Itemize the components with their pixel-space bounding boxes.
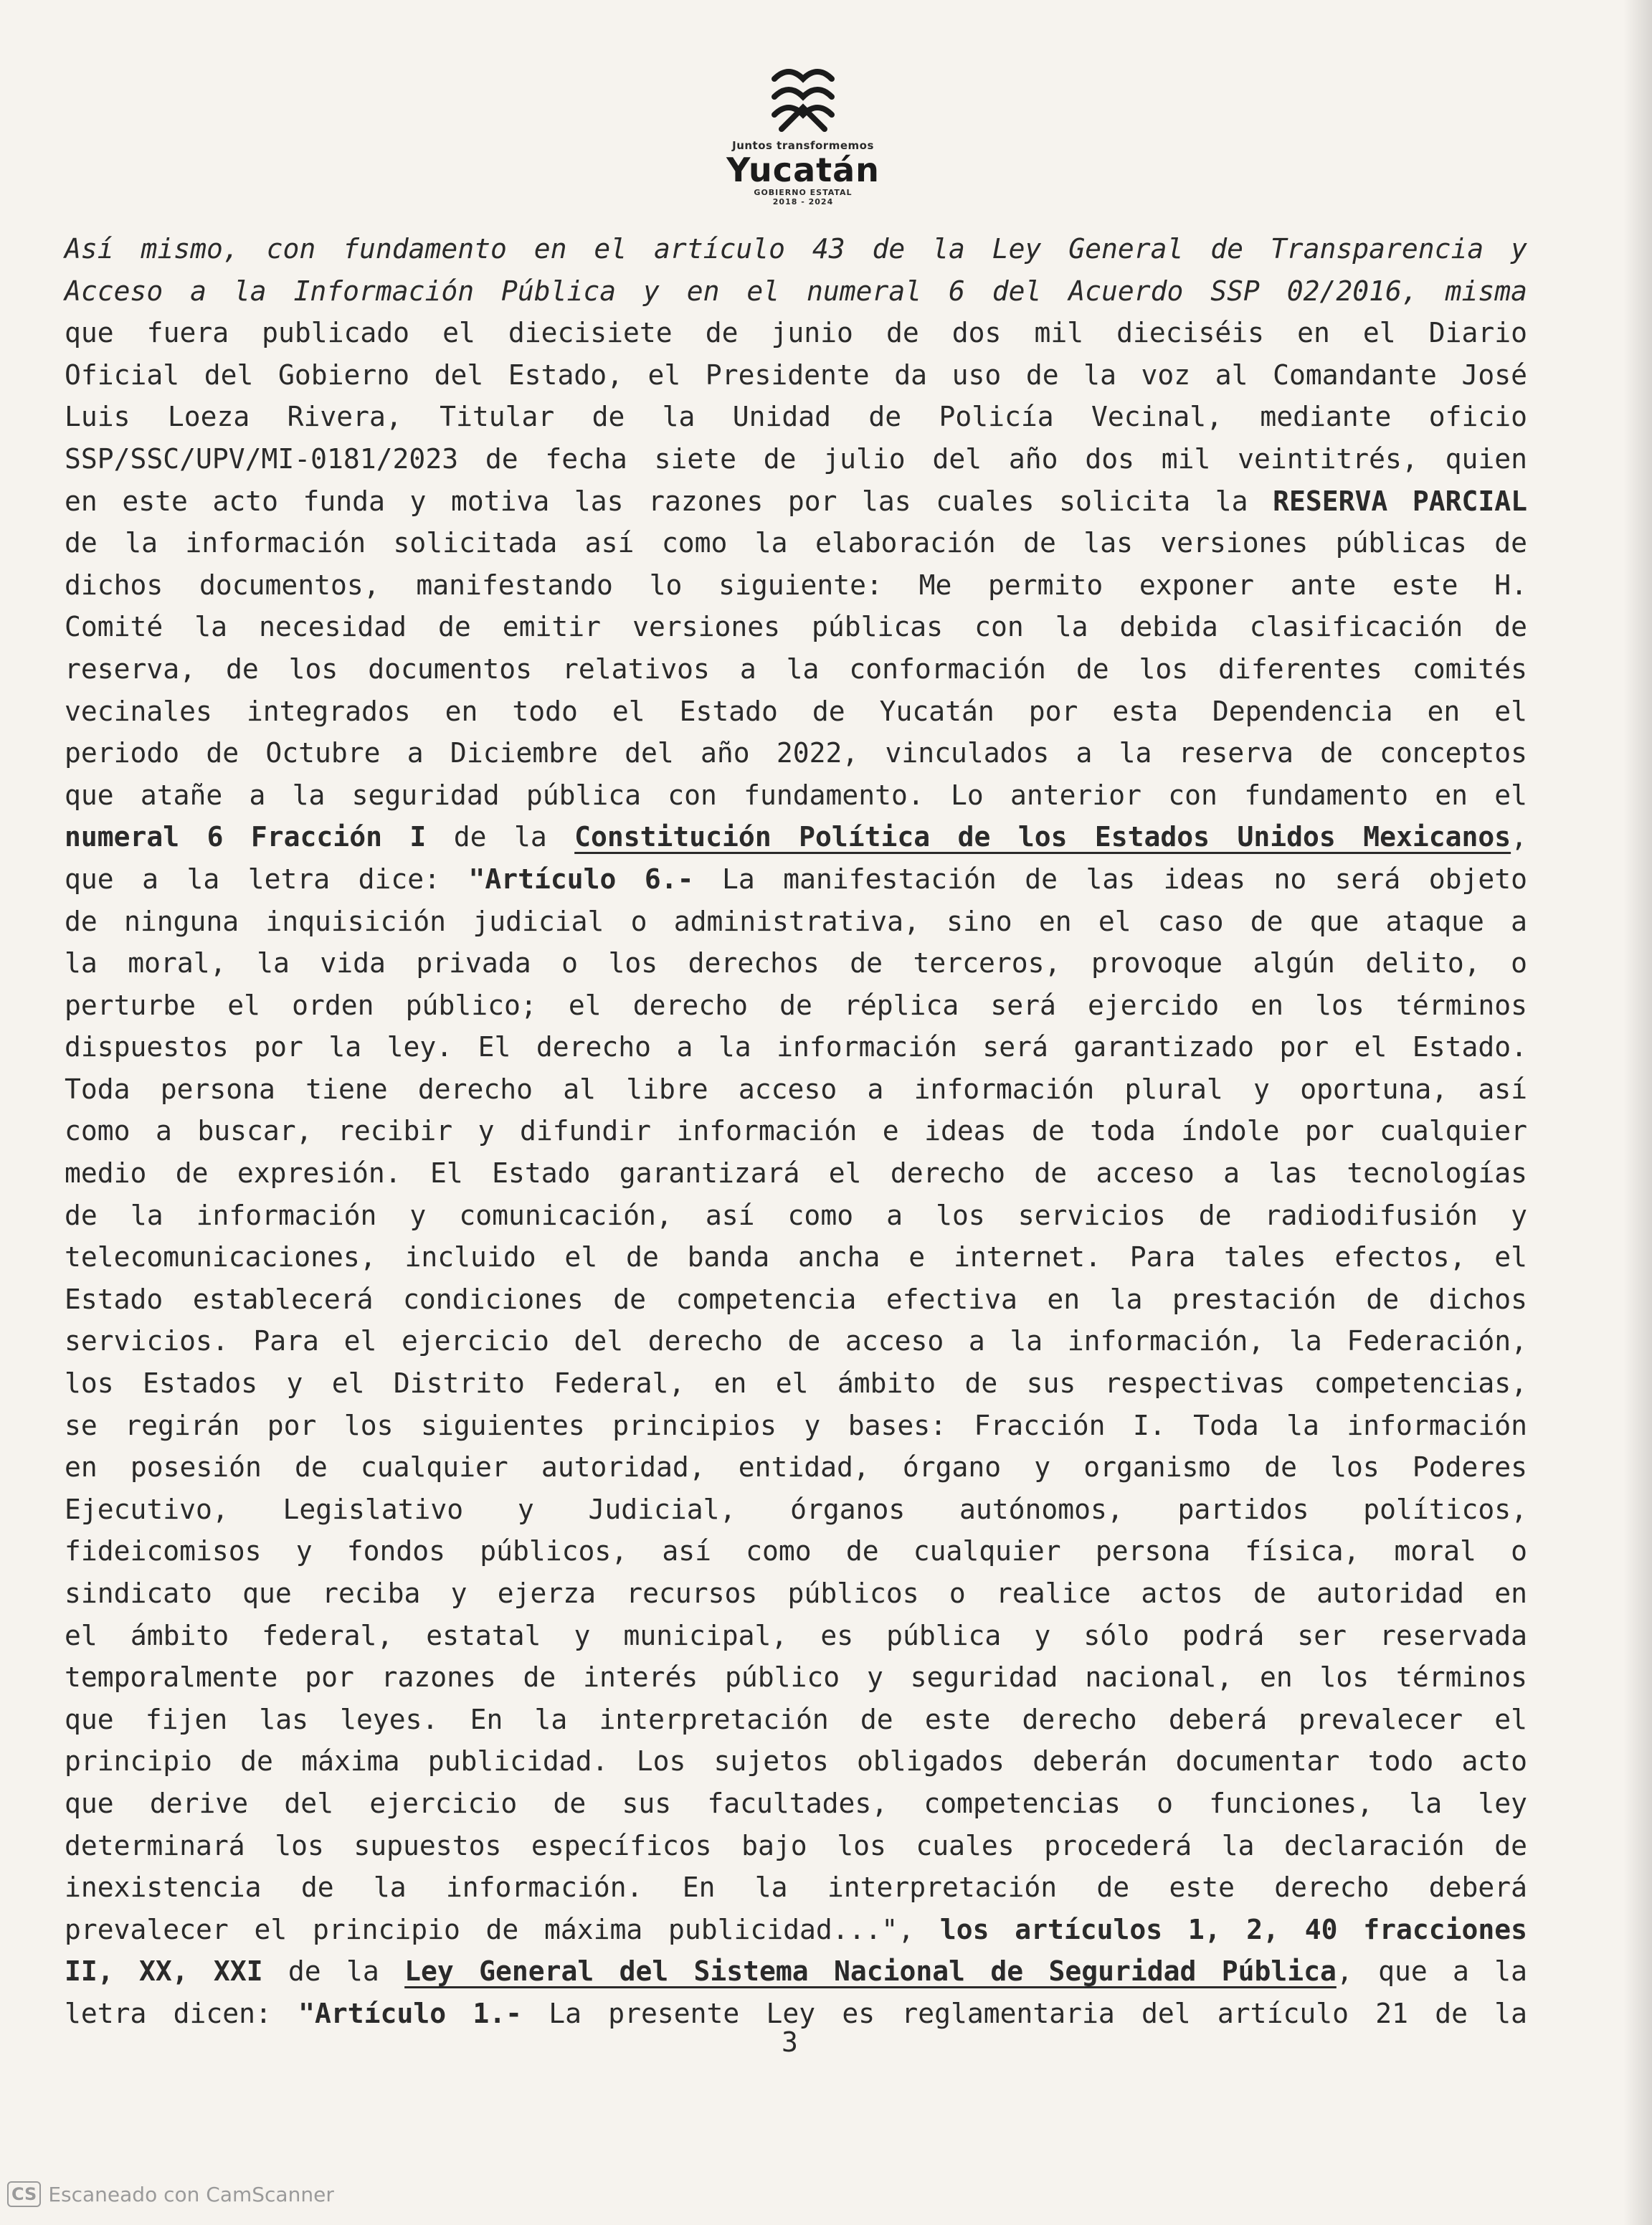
text-line: determinará los supuestos específicos bajo los cuales procederá la declaración de	[65, 1829, 1527, 1861]
text-line	[65, 1950, 1527, 1993]
text-line: como a buscar, recibir y difundir información e ideas de toda índole por cualquier	[65, 1115, 1527, 1147]
text-line: fideicomisos y fondos públicos, así como de cualquier persona física, moral o	[65, 1535, 1527, 1567]
text-line: de ninguna inquisición judicial o administrativa, sino en el caso de que ataque a	[65, 905, 1527, 937]
text-line: inexistencia de la información. En la interpretación de este derecho deberá	[65, 1871, 1527, 1904]
page-edge-shadow	[1623, 0, 1652, 2225]
text-line: que fijen las leyes. En la interpretación de este derecho deberá prevalecer el	[65, 1703, 1527, 1735]
text-line: que fuera publicado el diecisiete de junio de dos mil dieciséis en el Diario	[65, 317, 1527, 349]
text-line: servicios. Para el ejercicio del derecho de acceso a la información, la Federación,	[65, 1325, 1527, 1357]
text-line: de la información solicitada así como la elaboración de las versiones públicas de	[65, 527, 1527, 559]
text-line: telecomunicaciones, incluido el de banda ancha e internet. Para tales efectos, el	[65, 1241, 1527, 1273]
text-line: los Estados y el Distrito Federal, en el ámbito de sus respectivas competencias,	[65, 1367, 1527, 1400]
text-line: principio de máxima publicidad. Los sujetos obligados deberán documentar todo acto	[65, 1745, 1527, 1778]
text-line: medio de expresión. El Estado garantizará el derecho de acceso a las tecnologías	[65, 1157, 1527, 1190]
reserva-parcial-emphasis: RESERVA PARCIAL	[1273, 485, 1527, 517]
text-line: numeral 6 Fracción I de la Constitución Política de los Estados Unidos Mexicanos,	[65, 821, 1527, 853]
text-segment: que a la letra dice:	[65, 863, 441, 895]
text-line: perturbe el orden público; el derecho de réplica será ejercido en los términos	[65, 989, 1527, 1021]
yucatan-logo-icon	[760, 57, 846, 136]
text-line: que atañe a la seguridad pública con fundamento. Lo anterior con fundamento en el	[65, 779, 1527, 811]
text-line: vecinales integrados en todo el Estado de Yucatán por esta Dependencia en el	[65, 695, 1527, 727]
text-line	[65, 480, 1527, 523]
text-line: Comité la necesidad de emitir versiones públicas con la debida clasificación de	[65, 611, 1527, 643]
text-line: que derive del ejercicio de sus facultades, competencias o funciones, la ley	[65, 1787, 1527, 1819]
text-segment: en este acto funda y motiva las razones por las cuales solicita la	[65, 485, 1248, 517]
text-line: Luis Loeza Rivera, Titular de la Unidad de Policía Vecinal, mediante oficio	[65, 401, 1527, 433]
text-line	[65, 858, 1527, 901]
text-segment: La manifestación de las ideas no será objeto	[722, 863, 1527, 895]
text-segment: La presente Ley es reglamentaria del artículo 21 de la	[549, 1997, 1527, 2029]
text-segment: prevalecer el principio de máxima publicidad...",	[65, 1913, 915, 1945]
text-line: dispuestos por la ley. El derecho a la información será garantizado por el Estado.	[65, 1031, 1527, 1063]
text-line	[65, 1909, 1527, 1951]
text-line: sindicato que reciba y ejerza recursos públicos o realice actos de autoridad en	[65, 1578, 1527, 1609]
header-brand: Yucatán	[726, 151, 880, 189]
text-segment: , que a la	[1336, 1955, 1528, 1988]
text-segment: de la	[453, 821, 547, 853]
articulo-1-emphasis: "Artículo 1.-	[298, 1997, 522, 2029]
text-line: el ámbito federal, estatal y municipal, es pública y sólo podrá ser reservada	[65, 1619, 1527, 1651]
header-slogan: Juntos transformemos	[732, 139, 874, 152]
text-line: se regirán por los siguientes principios y bases: Fracción I. Toda la información	[65, 1409, 1527, 1441]
text-line: Oficial del Gobierno del Estado, el Presidente da uso de la voz al Comandante José	[65, 359, 1527, 391]
text-line: Así mismo, con fundamento en el artículo 43 de la Ley General de Transparencia y	[65, 233, 1527, 265]
text-line: Acceso a la Información Pública y en el numeral 6 del Acuerdo SSP 02/2016, misma	[65, 275, 1527, 307]
header-government: GOBIERNO ESTATAL	[754, 188, 853, 197]
text-line: dichos documentos, manifestando lo siguiente: Me permito exponer ante este H.	[65, 569, 1527, 601]
header-years: 2018 - 2024	[772, 197, 834, 207]
text-line: Toda persona tiene derecho al libre acceso a información plural y oportuna, así	[65, 1073, 1527, 1105]
scanner-watermark	[7, 2181, 334, 2207]
text-line: Estado establecerá condiciones de competencia efectiva en la prestación de dichos	[65, 1283, 1527, 1315]
text-line: SSP/SSC/UPV/MI-0181/2023 de fecha siete de julio del año dos mil veintitrés, quien	[65, 442, 1527, 475]
fracciones-emphasis: II, XX, XXI	[65, 1955, 263, 1988]
text-segment: de la	[288, 1955, 379, 1988]
page-number: 3	[782, 2026, 798, 2058]
text-segment: letra dicen:	[65, 1997, 272, 2029]
text-line: temporalmente por razones de interés público y seguridad nacional, en los términos	[65, 1661, 1527, 1694]
numeral-emphasis: numeral 6 Fracción I	[65, 821, 427, 853]
constitucion-link: Constitución Política de los Estados Unidos Mexicanos	[574, 821, 1511, 853]
text-line: Ejecutivo, Legislativo y Judicial, órganos autónomos, partidos políticos,	[65, 1493, 1527, 1525]
document-body	[65, 228, 1527, 2035]
text-line: la moral, la vida privada o los derechos de terceros, provoque algún delito, o	[65, 947, 1527, 979]
ley-general-link: Ley General del Sistema Nacional de Seguridad Pública	[404, 1955, 1337, 1988]
text-line: en posesión de cualquier autoridad, entidad, órgano y organismo de los Poderes	[65, 1451, 1527, 1484]
articulo-6-emphasis: "Artículo 6.-	[468, 863, 694, 895]
scanner-label: Escaneado con CamScanner	[48, 2182, 334, 2206]
text-line: de la información y comunicación, así como a los servicios de radiodifusión y	[65, 1199, 1527, 1231]
articulos-emphasis: los artículos 1, 2, 40 fracciones	[939, 1913, 1527, 1945]
document-header	[717, 57, 889, 207]
text-line: periodo de Octubre a Diciembre del año 2022, vinculados a la reserva de conceptos	[65, 737, 1527, 769]
text-line: reserva, de los documentos relativos a la conformación de los diferentes comités	[65, 653, 1527, 685]
camscanner-icon: CS	[7, 2181, 41, 2207]
